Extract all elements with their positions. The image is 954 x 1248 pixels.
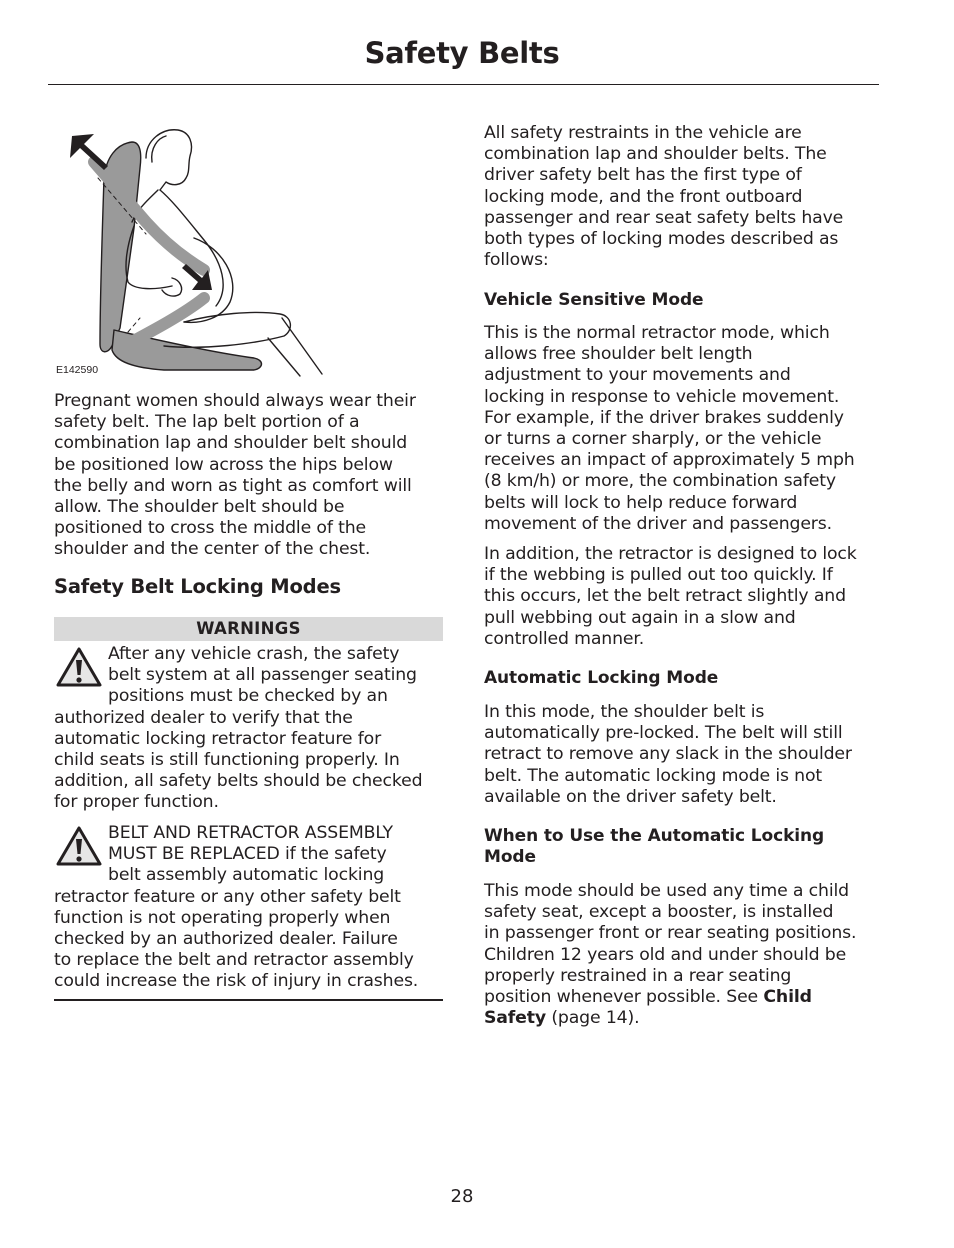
text-line: positions must be checked by an [108, 686, 388, 707]
text-line: the belly and worn as tight as comfort will [54, 475, 412, 496]
text-line: shoulder and the center of the chest. [54, 539, 371, 560]
text-line: belt. The automatic locking mode is not [484, 765, 823, 786]
text-line: locking mode, and the front outboard [484, 186, 803, 207]
pregnant-woman-seatbelt-illustration [54, 118, 344, 380]
text-line: Pregnant women should always wear their [54, 391, 416, 411]
text-line: safety seat, except a booster, is installed [484, 902, 834, 923]
locking-intro-paragraph [484, 123, 884, 271]
text-line: BELT AND RETRACTOR ASSEMBLY [108, 823, 393, 843]
text-line: retractor feature or any other safety belt [54, 886, 401, 907]
text-line: In addition, the retractor is designed to lock [484, 544, 857, 564]
warnings-end-divider [54, 999, 443, 1001]
subheading-vehicle-sensitive-mode: Vehicle Sensitive Mode [484, 290, 704, 310]
page-number: 28 [450, 1186, 474, 1207]
text-line: child seats is still functioning properly. In [54, 750, 400, 771]
text-line: function is not operating properly when [54, 907, 391, 928]
text-line: belt assembly automatic locking [108, 865, 385, 886]
text-line: pull webbing out again in a slow and [484, 607, 796, 628]
text-line: checked by an authorized dealer. Failure [54, 929, 398, 950]
text-line: MUST BE REPLACED if the safety [108, 844, 387, 865]
text-line: movement of the driver and passengers. [484, 513, 832, 534]
text-line: All safety restraints in the vehicle are [484, 123, 802, 143]
subheading-automatic-locking-mode: Automatic Locking Mode [484, 668, 719, 688]
text-line: if the webbing is pulled out too quickly. If [484, 565, 833, 586]
subheading-when-to-use [484, 826, 884, 868]
text-line: For example, if the driver brakes suddenly [484, 407, 844, 428]
text-span: position whenever possible. [484, 987, 721, 1008]
text-line: Children 12 years old and under should be [484, 944, 847, 965]
text-line [484, 987, 884, 1008]
text-line: available on the driver safety belt. [484, 786, 777, 807]
text-line: locking in response to vehicle movement. [484, 386, 840, 407]
text-line: This is the normal retractor mode, which [484, 323, 830, 343]
text-line: driver safety belt has the first type of [484, 165, 802, 186]
automatic-locking-paragraph [484, 702, 884, 808]
text-line: combination lap and shoulder belt should [54, 433, 408, 454]
text-line: retract to remove any slack in the shoulder [484, 744, 852, 765]
warning-1-text [54, 644, 446, 814]
text-line: allow. The shoulder belt should be [54, 497, 345, 518]
when-to-use-paragraph [484, 881, 884, 1029]
text-line: addition, all safety belts should be checked [54, 771, 423, 792]
text-line: follows: [484, 250, 549, 271]
text-line: this occurs, let the belt retract slightly and [484, 586, 846, 607]
text-line: receives an impact of approximately 5 mph [484, 450, 855, 471]
text-line: properly restrained in a rear seating [484, 965, 792, 986]
text-line: belts will lock to help reduce forward [484, 492, 798, 513]
text-line: passenger and rear seat safety belts have [484, 207, 844, 228]
text-line: authorized dealer to verify that the [54, 707, 353, 728]
text-line: This mode should be used any time a child [484, 881, 849, 901]
figure-label: E142590 [56, 364, 99, 376]
text-line: positioned to cross the middle of the [54, 518, 367, 539]
text-line: be positioned low across the hips below [54, 454, 393, 475]
text-line: or turns a corner sharply, or the vehicle [484, 429, 822, 450]
text-line: both types of locking modes described as [484, 229, 839, 250]
text-line: (8 km/h) or more, the combination safety [484, 471, 836, 492]
text-line: After any vehicle crash, the safety [108, 644, 400, 664]
text-line: combination lap and shoulder belts. The [484, 144, 827, 165]
text-line: adjustment to your movements and [484, 365, 791, 386]
text-line: automatically pre-locked. The belt will still [484, 723, 843, 744]
child-safety-link[interactable]: Child [763, 987, 812, 1008]
title-divider [48, 84, 879, 85]
text-line: could increase the risk of injury in crashes. [54, 971, 419, 992]
text-line [484, 1008, 884, 1029]
text-line: automatic locking retractor feature for [54, 728, 382, 749]
warning-2-text [54, 823, 446, 993]
text-line: safety belt. The lap belt portion of a [54, 412, 360, 433]
text-line: in passenger front or rear seating positions. [484, 923, 857, 944]
text-line: In this mode, the shoulder belt is [484, 702, 765, 722]
text-span: See [720, 987, 764, 1008]
text-line: belt system at all passenger seating [108, 665, 417, 686]
text-line: to replace the belt and retractor assembly [54, 950, 414, 971]
heading-line: Mode [484, 847, 536, 867]
text-line: allows free shoulder belt length [484, 344, 753, 365]
vehicle-sensitive-paragraph-1 [484, 323, 884, 535]
warnings-header: WARNINGS [54, 617, 443, 641]
section-heading-locking-modes: Safety Belt Locking Modes [54, 575, 341, 598]
vehicle-sensitive-paragraph-2 [484, 544, 884, 650]
child-safety-link[interactable]: Safety [484, 1008, 546, 1029]
page-title: Safety Belts [364, 36, 560, 70]
pregnant-women-paragraph [54, 391, 446, 561]
text-line: for proper function. [54, 792, 219, 813]
heading-line: When to Use the Automatic Locking [484, 826, 825, 846]
seatbelt-illustration-drawing [54, 118, 344, 380]
page-reference: (page 14). [545, 1008, 640, 1029]
text-line: controlled manner. [484, 628, 645, 649]
